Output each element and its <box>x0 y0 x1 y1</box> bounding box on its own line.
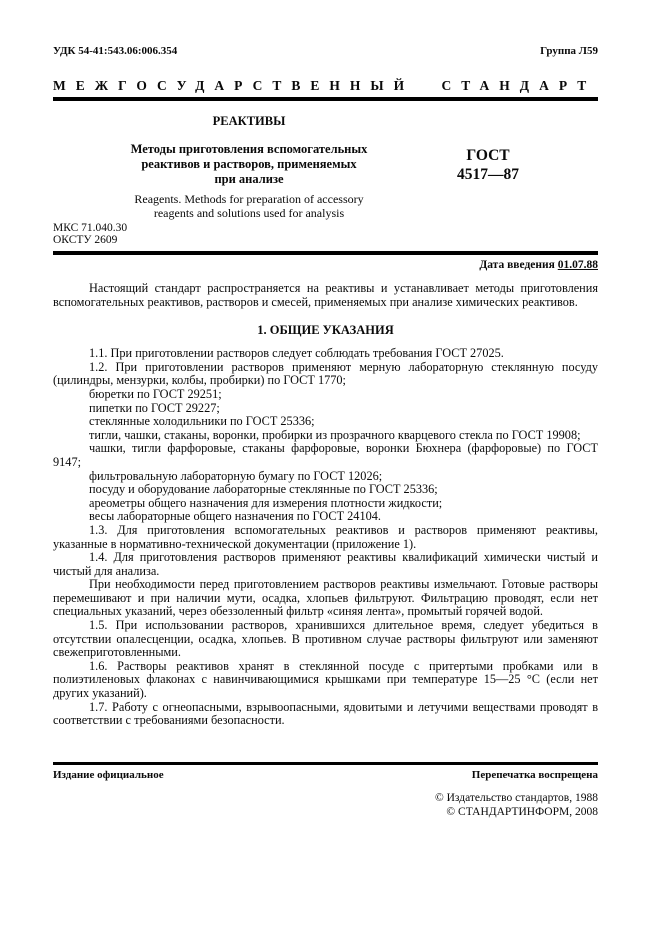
paragraph: весы лабораторные общего назначения по ГОСТ 24104. <box>89 509 381 524</box>
standard-type-title: МЕЖГОСУДАРСТВЕННЫЙ СТАНДАРТ <box>53 78 597 93</box>
page-footer <box>53 762 598 819</box>
copyright-line: © СТАНДАРТИНФОРМ, 2008 <box>446 805 598 818</box>
effective-date <box>53 259 598 271</box>
title-english-line: Reagents. Methods for preparation of accessory <box>134 192 364 206</box>
okstu-code: ОКСТУ 2609 <box>53 234 118 246</box>
paragraph: чашки, тигли фарфоровые, стаканы фарфоровые, воронки Бюхнера (фарфоровые) по ГОСТ 9147; <box>53 441 598 469</box>
gost-label: ГОСТ <box>466 147 510 164</box>
footer-labels <box>53 769 598 781</box>
paragraph: При необходимости перед приготовлением растворов реактивы измельчают. Готовые растворы перемешивают и при наличии мути, осадка, хлопьев фильтруют. Фильтрацию проводят, если нет специальных указаний, через обеззоленный фильтр «синяя лента», промытый горячей водой. <box>53 577 598 619</box>
paragraph: 1.4. Для приготовления растворов применяют реактивы квалификаций химически чистый и чистый для анализа. <box>53 550 598 578</box>
title-russian-line: реактивов и растворов, применяемых <box>141 157 357 171</box>
paragraph: Настоящий стандарт распространяется на реактивы и устанавливает методы приготовления вспомогательных реактивов, растворов и смесей, применяемых при анализе химических реактивов. <box>53 281 598 309</box>
udk-code: УДК 54-41:543.06:006.354 <box>53 45 178 57</box>
title-russian-line: Методы приготовления вспомогательных <box>130 142 368 156</box>
intro-paragraph <box>53 282 598 309</box>
paragraph: 1.6. Растворы реактивов хранят в стеклянной посуде с притертыми пробками или в полиэтиленовых флаконах с навинчивающимися крышками при температуре 15—25 °С (если нет других указаний). <box>53 658 598 701</box>
title-english <box>53 193 445 220</box>
document-subject: РЕАКТИВЫ <box>212 114 286 128</box>
title-english-line: reagents and solutions used for analysis <box>153 205 345 220</box>
paragraph: 1.1. При приготовлении растворов следует соблюдать требования ГОСТ 27025. <box>89 346 504 361</box>
group-code: Группа Л59 <box>540 45 598 57</box>
copyright-line: © Издательство стандартов, 1988 <box>434 792 598 804</box>
gost-designation <box>418 146 558 184</box>
copyright-block <box>53 792 598 819</box>
paragraph: 1.7. Работу с огнеопасными, взрывоопасными, ядовитыми и летучими веществами проводят в соответствии с требованиями безопасности. <box>53 699 598 728</box>
date-rule <box>53 251 598 255</box>
reprint-prohibited-label: Перепечатка воспрещена <box>471 769 598 781</box>
paragraph: стеклянные холодильники по ГОСТ 25336; <box>89 414 315 429</box>
paragraph: бюретки по ГОСТ 29251; <box>89 386 222 401</box>
paragraph: ареометры общего назначения для измерения плотности жидкости; <box>89 495 443 510</box>
paragraph: 1.5. При использовании растворов, хранившихся длительное время, следует убедиться в отсутствии опалесценции, осадка, хлопьев. В противном случае растворы фильтруют или заменяют свежеприготовленными. <box>53 618 598 660</box>
classification-row <box>53 45 598 57</box>
effective-date-value: 01.07.88 <box>557 259 598 271</box>
title-column <box>53 114 445 220</box>
section-body <box>53 347 598 728</box>
paragraph: тигли, чашки, стаканы, воронки, пробирки из прозрачного кварцевого стекла по ГОСТ 19908; <box>89 427 581 442</box>
page-content <box>53 0 598 728</box>
footer-rule <box>53 762 598 765</box>
mks-code: МКС 71.040.30 <box>53 222 128 234</box>
effective-date-label: Дата введения <box>479 259 555 271</box>
gost-number: 4517—87 <box>457 166 519 183</box>
paragraph: 1.3. Для приготовления вспомогательных реактивов и растворов применяют реактивы, указанные в нормативно-технической документации (приложение 1). <box>53 522 598 551</box>
title-russian <box>53 142 445 187</box>
classification-codes <box>53 222 598 246</box>
section-heading: 1. ОБЩИЕ УКАЗАНИЯ <box>257 323 394 338</box>
official-edition-label: Издание официальное <box>53 769 164 781</box>
title-area <box>53 114 598 246</box>
title-russian-line: при анализе <box>214 172 284 186</box>
paragraph: пипетки по ГОСТ 29227; <box>89 400 220 415</box>
paragraph: посуду и оборудование лабораторные стеклянные по ГОСТ 25336; <box>89 482 438 497</box>
paragraph: 1.2. При приготовлении растворов применяют мерную лабораторную стеклянную посуду (цилиндры, мензурки, колбы, пробирки) по ГОСТ 1770; <box>53 359 598 388</box>
header-rule <box>53 97 598 101</box>
paragraph: фильтровальную лабораторную бумагу по ГОСТ 12026; <box>89 468 383 483</box>
